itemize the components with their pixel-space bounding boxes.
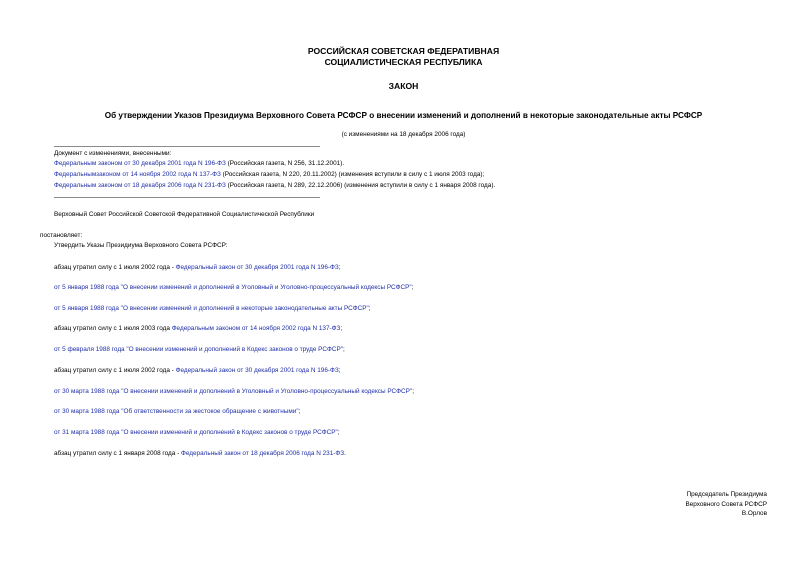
amendment-source: (Российская газета, N 289, 22.12.2006) (изменения вступили в силу с 1 января 2008 года). <box>225 182 496 189</box>
paragraph-text: абзац утратил силу с 1 января 2008 года - <box>54 450 181 457</box>
paragraph-end: ; <box>340 325 343 332</box>
paragraph-text: абзац утратил силу с 1 июля 2002 года - <box>54 367 176 374</box>
paragraph-end: ; <box>342 346 345 353</box>
paragraph <box>54 388 414 396</box>
amendment-link[interactable]: Федеральным законом от 18 декабря 2006 года N 231-ФЗ <box>54 182 226 189</box>
signature-title: Председатель Президиума <box>686 491 767 498</box>
paragraph-link[interactable]: от 31 марта 1988 года "О внесении изменений и дополнений в Кодекс законов о труде РСФСР" <box>54 429 338 436</box>
paragraph-end: ; <box>412 388 414 395</box>
signature-block <box>685 490 767 519</box>
amendment-item <box>54 171 484 179</box>
paragraph-text: абзац утратил силу с 1 июля 2003 года <box>54 325 172 332</box>
amendment-item <box>54 160 344 168</box>
approve-text: Утвердить Указы Президиума Верховного Совета РСФСР: <box>54 242 228 249</box>
paragraph-end: ; <box>338 264 341 271</box>
paragraph-end: ; <box>337 429 340 436</box>
paragraph-end: ; <box>298 408 301 415</box>
paragraph-end: ; <box>368 305 371 312</box>
paragraph-end: ; <box>338 367 341 374</box>
paragraph <box>54 450 346 458</box>
paragraph <box>54 408 300 416</box>
paragraph <box>54 367 341 375</box>
amendment-link[interactable]: Федеральнымзаконом от 14 ноября 2002 года N 137-ФЗ <box>54 171 221 178</box>
divider-bottom <box>54 197 320 198</box>
amendment-item <box>54 182 495 190</box>
header-line-1: РОССИЙСКАЯ СОВЕТСКАЯ ФЕДЕРАТИВНАЯ <box>307 46 500 56</box>
paragraph-end: . <box>344 450 346 457</box>
amendment-source: (Российская газета, N 256, 31.12.2001). <box>225 160 345 167</box>
paragraph-link[interactable]: от 30 марта 1988 года "Об ответственности за жестокое обращение с животными" <box>54 408 299 415</box>
amendment-link[interactable]: Федеральным законом от 30 декабря 2001 года N 196-ФЗ <box>54 160 226 167</box>
document-subtitle: (с изменениями на 18 декабря 2006 года) <box>341 131 466 138</box>
paragraph <box>54 305 371 313</box>
council-text: Верховный Совет Российской Советской Федеративной Социалистической Республики <box>54 211 315 218</box>
document-type: ЗАКОН <box>388 81 419 91</box>
decree-text: постановляет: <box>40 232 83 239</box>
paragraph-link[interactable]: Федеральным законом от 14 ноября 2002 года N 137-ФЗ <box>171 325 341 332</box>
paragraph-link[interactable]: Федеральный закон от 30 декабря 2001 года N 196-ФЗ <box>175 367 339 374</box>
paragraph <box>54 346 345 354</box>
signature-organization: Верховного Совета РСФСР <box>685 500 767 508</box>
paragraph <box>54 284 413 292</box>
amendments-heading: Документ с изменениями, внесенными: <box>54 150 172 157</box>
amendment-source: (Российская газета, N 220, 20.11.2002) (изменения вступили в силу с 1 июля 2003 года); <box>220 171 485 178</box>
signature-name: В.Орлов <box>741 510 767 517</box>
paragraph-link[interactable]: от 5 января 1988 года "О внесении изменений и дополнений в некоторые законодательные акты РСФСР" <box>54 305 369 312</box>
paragraph-text: абзац утратил силу с 1 июля 2002 года - <box>54 264 176 271</box>
paragraph <box>54 264 341 272</box>
paragraph-link[interactable]: от 30 марта 1988 года "О внесении изменений и дополнений в Уголовный и Уголовно-процессуальный кодексы РСФСР" <box>54 388 413 395</box>
paragraph-link[interactable]: от 5 января 1988 года "О внесении изменений и дополнений в Уголовный и Уголовно-процессуальный кодексы РСФСР" <box>54 284 412 291</box>
document-title: Об утверждении Указов Президиума Верховного Совета РСФСР о внесении изменений и дополнений в некоторые законодательные акты РСФСР <box>104 111 703 120</box>
paragraph <box>54 429 340 437</box>
paragraph-link[interactable]: Федеральный закон от 30 декабря 2001 года N 196-ФЗ <box>175 264 339 271</box>
paragraph-link[interactable]: Федеральный закон от 18 декабря 2006 года N 231-ФЗ <box>181 450 345 457</box>
paragraph <box>54 325 342 333</box>
divider-top <box>54 146 320 147</box>
paragraph-end: ; <box>411 284 414 291</box>
paragraph-link[interactable]: от 5 февраля 1988 года "О внесении изменений и дополнений в Кодекс законов о труде РСФСР" <box>54 346 343 353</box>
header-line-2: СОЦИАЛИСТИЧЕСКАЯ РЕСПУБЛИКА <box>324 57 483 67</box>
